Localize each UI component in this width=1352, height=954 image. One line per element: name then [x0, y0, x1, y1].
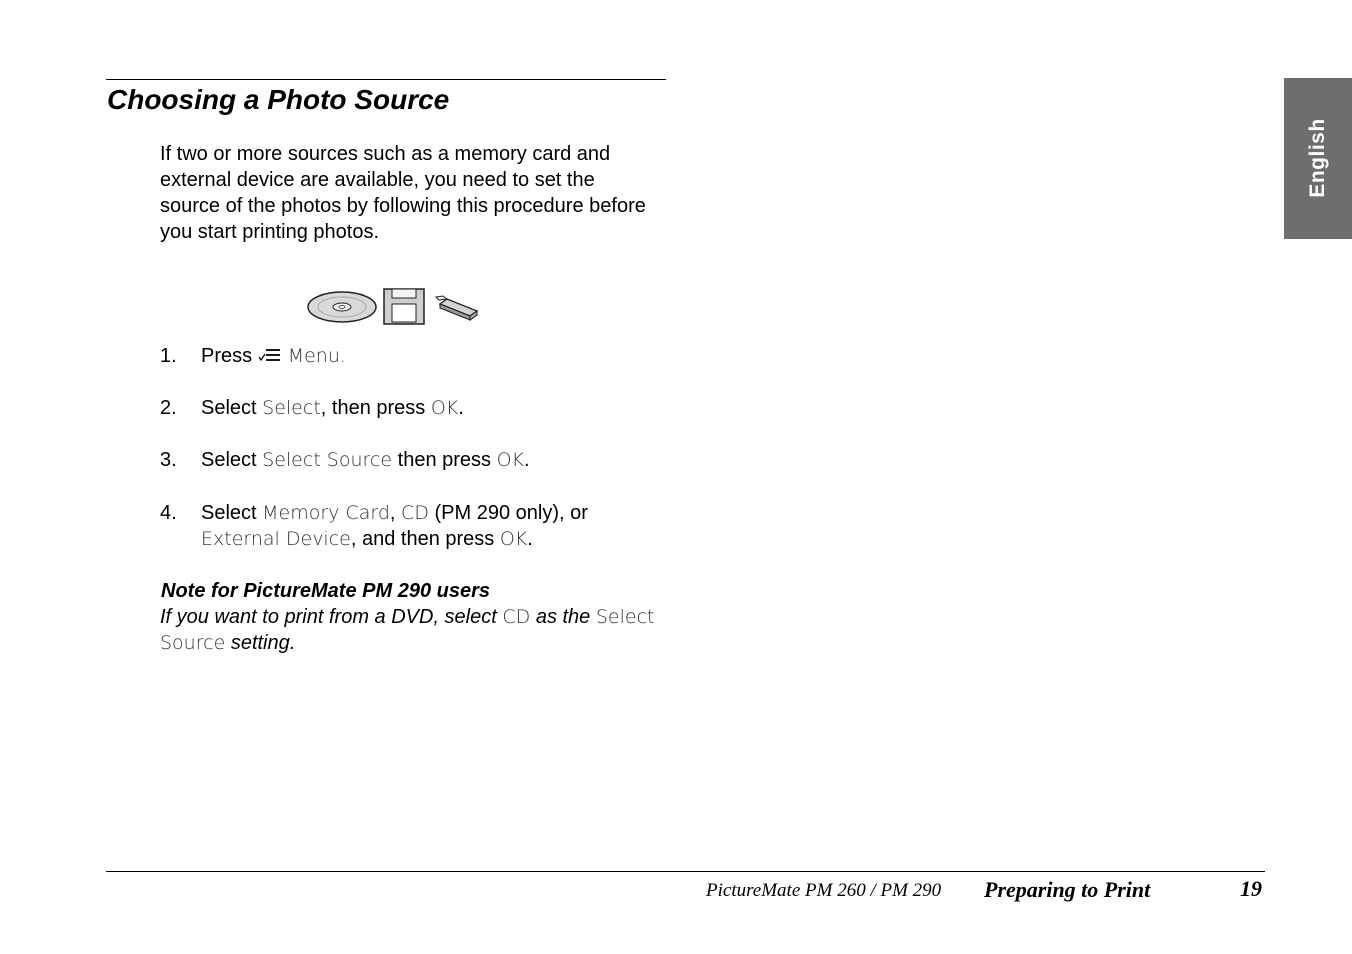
language-tab-label: English — [1306, 118, 1329, 198]
intro-paragraph: If two or more sources such as a memory card and external device are available, you need to set the source of the photos by following this procedure before you start printing photos. — [160, 143, 646, 243]
step-number: 2. — [160, 397, 177, 419]
footer-section: Preparing to Print — [984, 877, 1151, 902]
cd-icon — [308, 292, 376, 322]
language-tab — [1284, 78, 1352, 239]
footer-product: PictureMate PM 260 / PM 290 — [706, 880, 942, 901]
page-title: Choosing a Photo Source — [107, 84, 450, 115]
source-icons — [306, 286, 482, 328]
note-body: If you want to print from a DVD, select CD as the Select Source setting. — [160, 606, 655, 654]
step-text: Press Menu. — [201, 345, 346, 367]
page-number: 19 — [1240, 876, 1262, 901]
step-number: 4. — [160, 502, 177, 524]
usb-drive-icon — [436, 296, 477, 320]
step-text: Select Memory Card, CD (PM 290 only), or External Device, and then press OK. — [201, 502, 588, 550]
top-rule — [106, 79, 666, 80]
bottom-rule — [106, 871, 1265, 872]
step-number: 3. — [160, 449, 177, 471]
step-text: Select Select, then press OK. — [201, 397, 464, 419]
step-text: Select Select Source then press OK. — [201, 449, 530, 471]
note-heading: Note for PictureMate PM 290 users — [161, 580, 490, 602]
step-number: 1. — [160, 345, 177, 367]
memory-card-icon — [384, 289, 424, 324]
menu-icon — [258, 346, 282, 364]
